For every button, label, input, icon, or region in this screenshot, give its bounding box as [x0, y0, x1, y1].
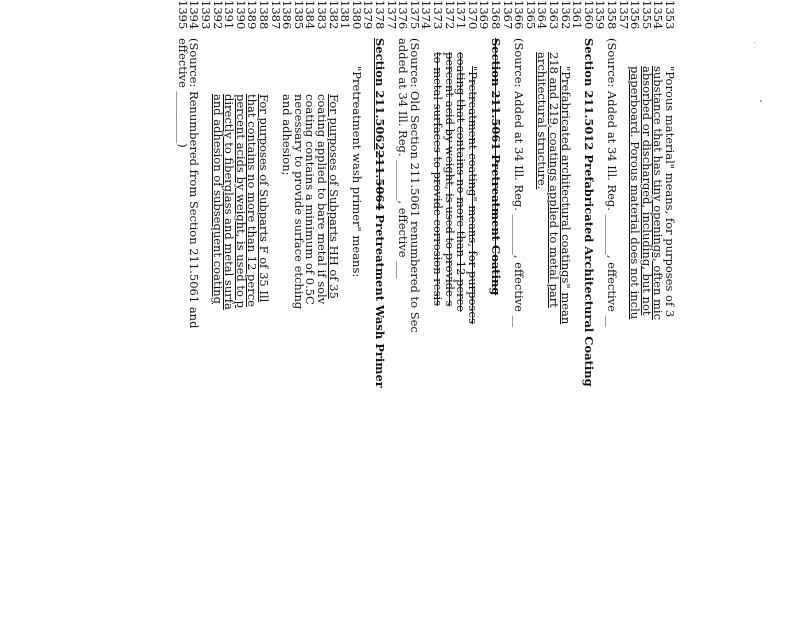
document-line — [629, 0, 641, 618]
line-number: 1375 — [407, 0, 422, 30]
line-text — [431, 52, 443, 306]
line-number: 1355 — [639, 0, 654, 30]
line-number: 1353 — [663, 0, 677, 30]
document-line — [350, 0, 362, 618]
line-number: 1386 — [280, 0, 295, 30]
document-line — [281, 0, 293, 618]
line-number: 1359 — [593, 0, 608, 30]
line-segment: Section 211.5012 Prefabricated Architectural Coating — [581, 38, 596, 387]
line-number: 1367 — [500, 0, 515, 30]
line-text — [176, 38, 188, 148]
line-segment: percent acids by weight, is used to p — [233, 94, 248, 308]
line-number: 1377 — [384, 0, 399, 30]
line-number: 1376 — [396, 0, 411, 30]
line-segment: added at 34 Ill. Reg. _______, effective ___ — [396, 38, 411, 279]
document-line — [431, 0, 443, 618]
document-line — [582, 0, 594, 618]
line-number: 1393 — [199, 0, 213, 30]
line-segment: necessary to provide surface etching — [291, 94, 306, 310]
document-line — [536, 0, 548, 618]
scan-speck — [754, 42, 755, 43]
line-number: 1366 — [512, 0, 527, 30]
line-number: 1368 — [489, 0, 503, 30]
line-segment: 211.5064 — [373, 150, 387, 211]
document-line — [246, 0, 258, 618]
line-segment: that contains no more than 12 perce — [245, 94, 260, 307]
line-segment: (Source: Old Section 211.5061 renumbered to Sec — [407, 38, 422, 333]
line-number: 1373 — [431, 0, 445, 30]
line-segment: directly to fiberglass and metal surfa — [222, 94, 237, 310]
line-number: 1369 — [477, 0, 492, 30]
line-text — [211, 94, 223, 304]
document-line — [397, 0, 409, 618]
document-line — [339, 0, 351, 618]
line-text — [489, 38, 501, 295]
line-segment: coating that contains no more than 12 perce — [454, 52, 469, 312]
document-line — [257, 0, 269, 618]
line-number: 1358 — [605, 0, 619, 30]
document-line — [269, 0, 281, 618]
line-number: 1395 — [175, 0, 190, 30]
line-number: 1365 — [523, 0, 538, 30]
line-segment: For purposes of Subparts HH of 35 — [326, 94, 341, 299]
line-number: 1370 — [465, 0, 480, 30]
line-number: 1384 — [303, 0, 318, 30]
line-segment: and adhesion; — [280, 94, 295, 176]
line-segment: absorbed or discharged, including, but not — [639, 66, 654, 316]
line-number: 1361 — [570, 0, 585, 30]
line-number: 1371 — [454, 0, 469, 30]
line-number: 1391 — [222, 0, 237, 30]
line-text — [536, 52, 548, 189]
line-segment: paperboard. Porous material does not inclu — [628, 66, 643, 320]
scan-speck — [760, 100, 762, 102]
line-text — [281, 94, 293, 176]
document-line — [176, 0, 188, 618]
line-segment: effective _________) — [175, 38, 190, 148]
line-number: 1392 — [210, 0, 225, 30]
document-line — [513, 0, 525, 618]
line-number: 1364 — [535, 0, 550, 30]
line-number: 1363 — [547, 0, 561, 30]
line-number: 1379 — [361, 0, 376, 30]
line-segment: 218 and 219, coatings applied to metal part — [547, 52, 561, 308]
line-segment: substance that has tiny openings, often mic — [651, 66, 666, 321]
line-segment: "Pretreatment wash primer" means: — [349, 66, 364, 278]
line-segment: Section 211.5062 — [373, 38, 387, 151]
line-text — [582, 38, 594, 387]
document-line — [292, 0, 304, 618]
line-segment: (Source: Added at 34 Ill. Reg. _______, effective __ — [605, 38, 619, 328]
line-number: 1388 — [257, 0, 271, 30]
line-number: 1354 — [651, 0, 666, 30]
document-line — [315, 0, 327, 618]
line-segment: to metal surfaces to provide corrosion resis — [431, 52, 445, 307]
line-text — [397, 38, 409, 278]
line-number: 1390 — [233, 0, 248, 30]
line-number: 1374 — [419, 0, 434, 30]
line-segment: Pretreatment Wash Primer — [373, 210, 387, 388]
line-text — [629, 66, 641, 319]
line-segment: "Pretreatment coating" means, for purposes — [465, 66, 480, 325]
line-segment: Section 211.5061 Pretreatment Coating — [489, 38, 503, 296]
document-line — [373, 0, 385, 618]
line-segment: (Source: Added at 34 Ill. Reg. _______, effective __ — [512, 38, 527, 328]
line-segment: coating contains a minimum of 0.5C — [303, 94, 318, 305]
line-text — [350, 66, 362, 277]
line-number: 1389 — [245, 0, 260, 30]
document-line — [605, 0, 617, 618]
line-segment: and adhesion of subsequent coating — [210, 94, 225, 305]
document-line — [327, 0, 339, 618]
line-segment: "Porous material" means, for purposes of 3 — [663, 66, 677, 318]
line-text — [513, 38, 525, 327]
line-number: 1383 — [315, 0, 329, 30]
line-number: 1362 — [558, 0, 573, 30]
document-line — [489, 0, 501, 618]
line-number: 1356 — [628, 0, 643, 30]
line-segment: coating applied to bare metal if solv — [315, 94, 329, 305]
line-number: 1394 — [187, 0, 202, 30]
line-segment: (Source: Renumbered from Section 211.5061 and — [187, 38, 202, 329]
line-number: 1387 — [268, 0, 283, 30]
line-number: 1357 — [616, 0, 631, 30]
line-segment: percent acid by weight, is used to provide s — [442, 52, 457, 307]
line-text — [373, 38, 385, 388]
line-number: 1372 — [442, 0, 457, 30]
line-number: 1381 — [338, 0, 353, 30]
line-text — [605, 38, 617, 327]
line-number: 1360 — [581, 0, 596, 30]
line-segment: architectural structure. — [535, 52, 550, 190]
line-segment: For purposes of Subparts F of 35 Ill — [257, 94, 271, 303]
line-number: 1382 — [326, 0, 341, 30]
line-segment: "Prefabricated architectural coatings" mean — [558, 66, 573, 325]
line-number: 1380 — [349, 0, 364, 30]
line-number: 1378 — [373, 0, 387, 30]
line-number: 1385 — [291, 0, 306, 30]
document-line — [211, 0, 223, 618]
document-line — [223, 0, 235, 618]
